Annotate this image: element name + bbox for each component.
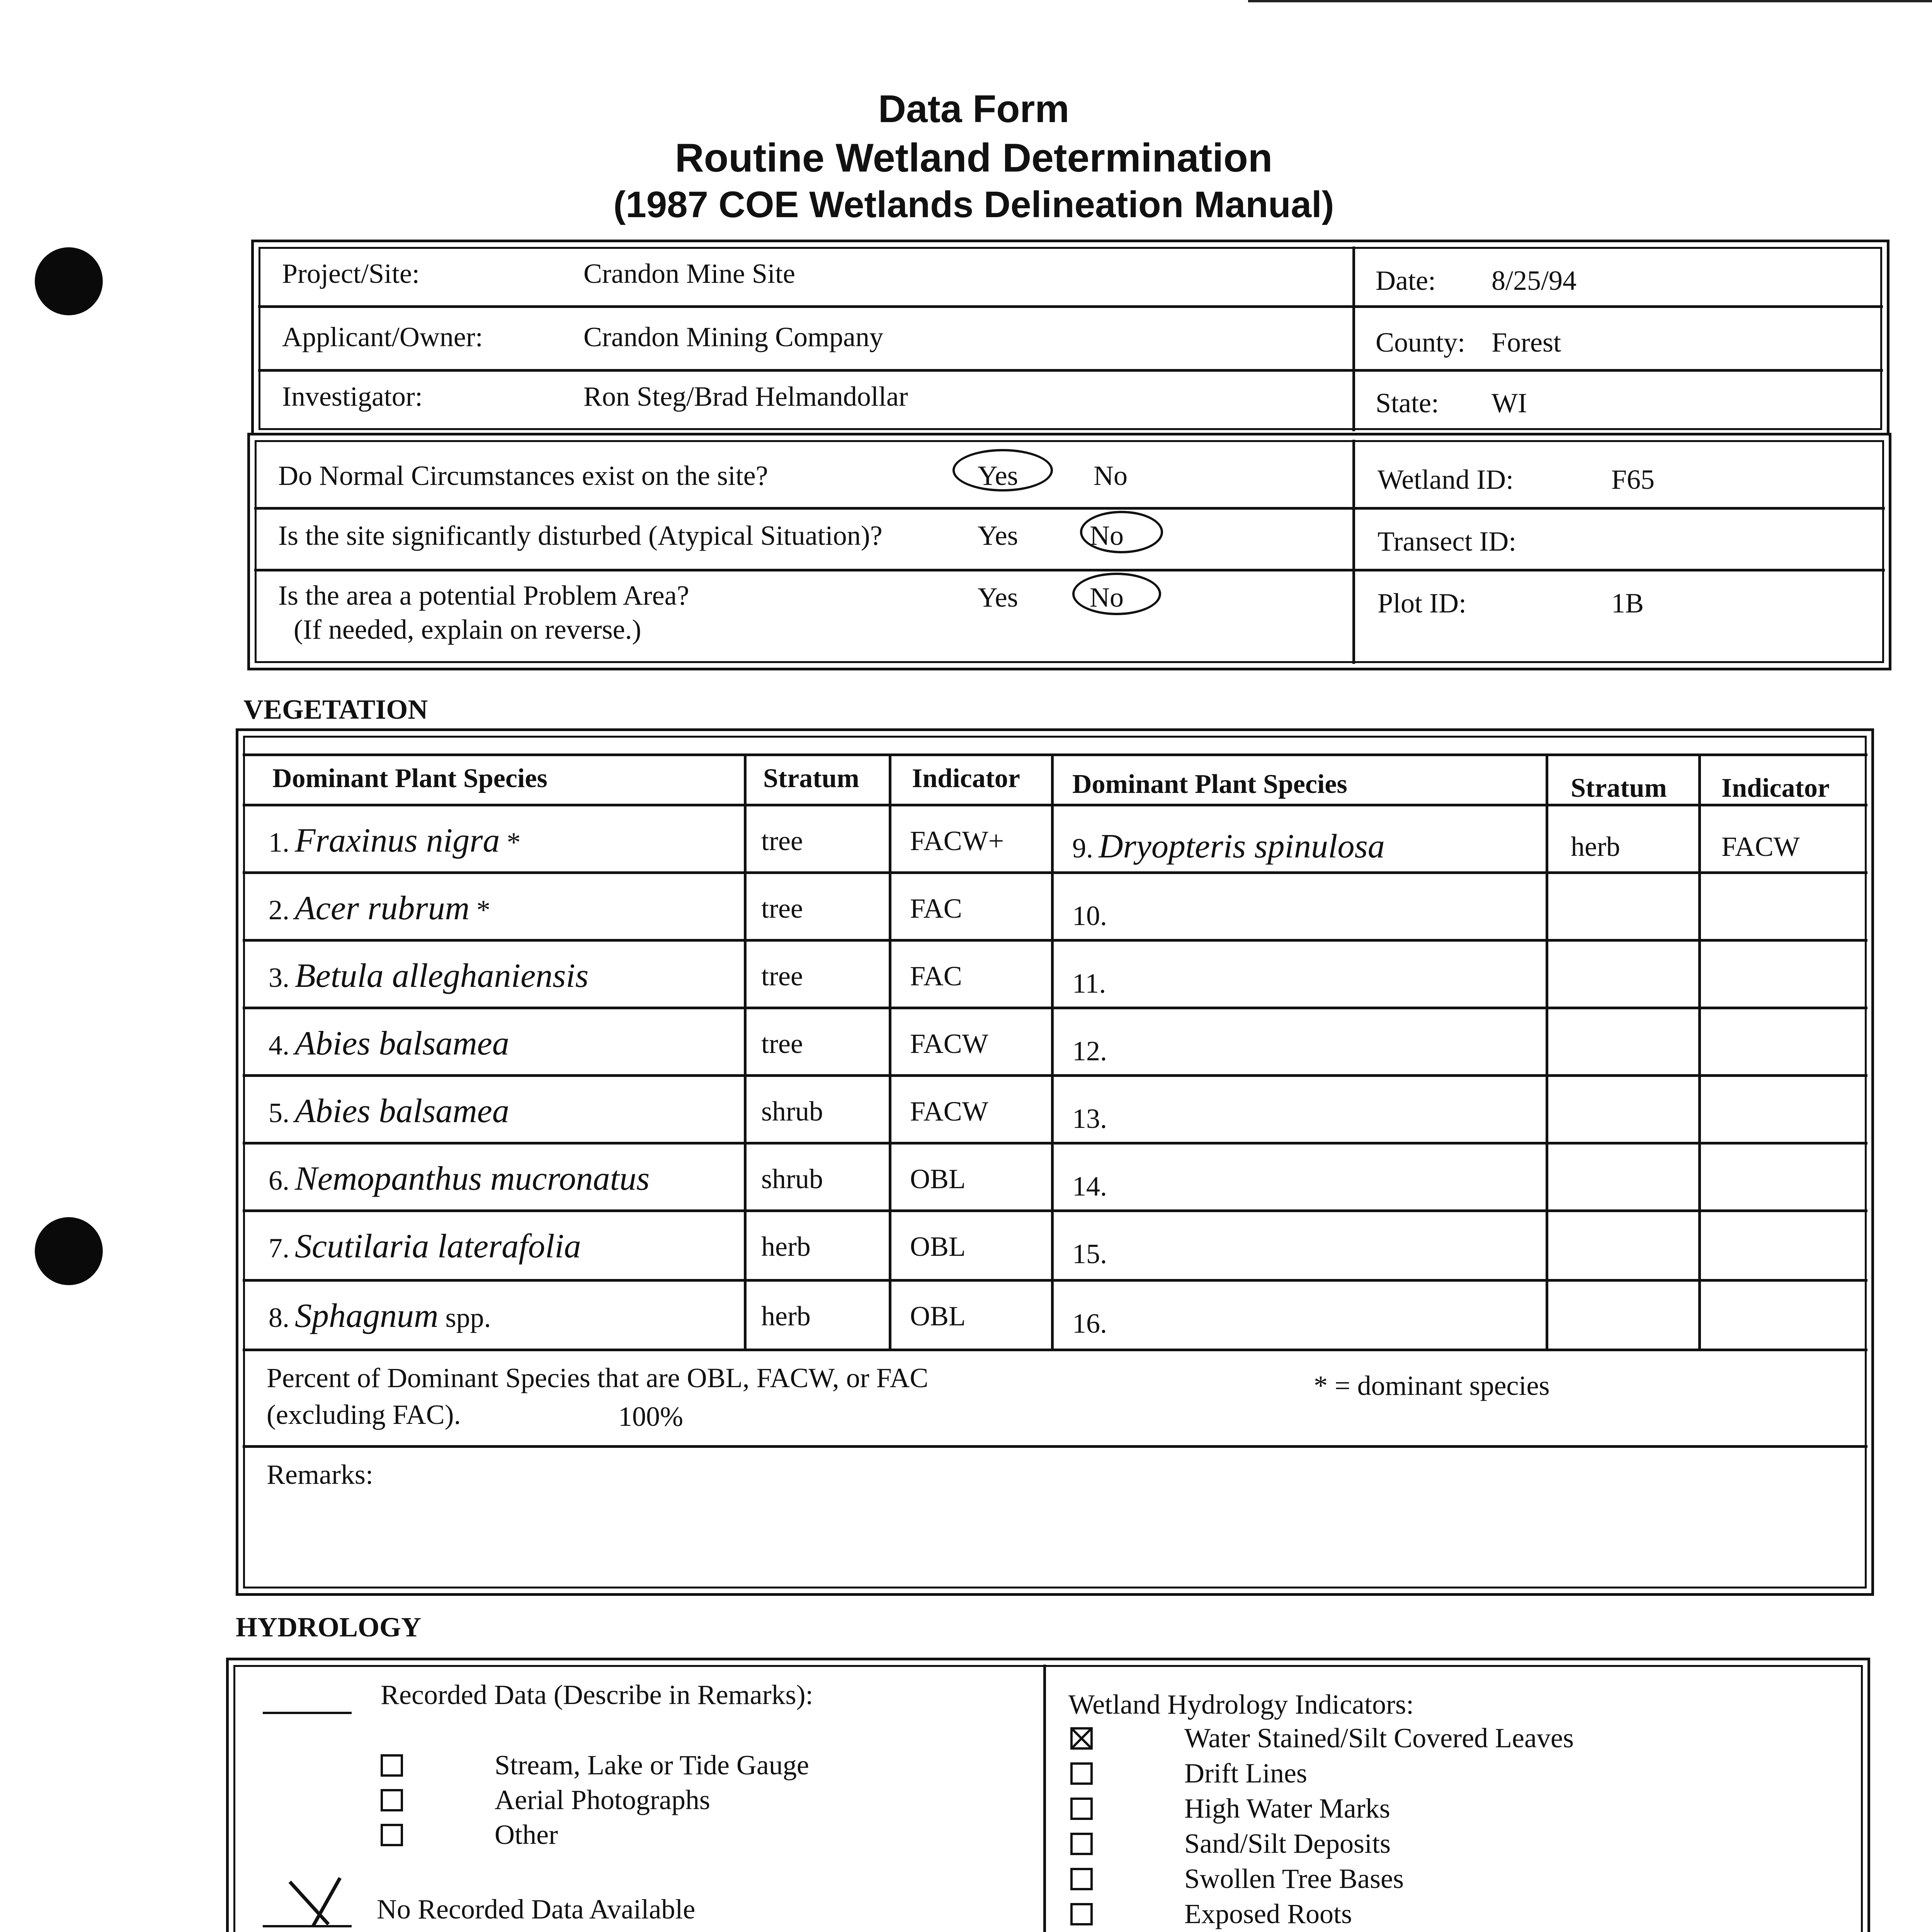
species-suffix: * — [500, 827, 521, 858]
table-column-line — [1051, 753, 1054, 1349]
species-row-right — [1072, 1165, 1112, 1204]
species-number: 3. — [269, 962, 289, 993]
hydrology-indicator-label: Swollen Tree Bases — [1184, 1863, 1404, 1894]
transect-id-label: Transect ID: — [1378, 526, 1517, 557]
column-divider — [1352, 440, 1355, 664]
row-divider — [258, 305, 1883, 308]
wetland-id-value: F65 — [1611, 464, 1655, 495]
species-row-left — [269, 956, 588, 995]
table-row-line — [243, 753, 1867, 756]
answer-circle-mark — [1080, 511, 1163, 553]
recorded-data-option: Aerial Photographs — [495, 1784, 710, 1815]
wetland-hydrology-indicators-title: Wetland Hydrology Indicators: — [1068, 1689, 1414, 1720]
top-edge-line — [1248, 0, 1932, 2]
species-name: Abies balsamea — [295, 1025, 509, 1062]
header-species-right: Dominant Plant Species — [1072, 769, 1347, 799]
investigator-label: Investigator: — [282, 381, 423, 412]
q3-no-option: No — [1090, 582, 1124, 613]
species-stratum: shrub — [761, 1163, 823, 1194]
species-indicator: OBL — [910, 1163, 966, 1194]
vegetation-remarks-label: Remarks: — [267, 1459, 373, 1490]
species-row-left — [269, 821, 520, 860]
hydrology-indicator-label: Water Stained/Silt Covered Leaves — [1184, 1723, 1574, 1753]
species-number: 2. — [269, 895, 289, 925]
q1-yes-option: Yes — [978, 460, 1018, 491]
q2-no-option: No — [1090, 520, 1124, 551]
species-row-left — [269, 1159, 650, 1198]
species-row-left — [269, 889, 490, 928]
recorded-data-checkbox[interactable] — [381, 1789, 403, 1811]
row-divider — [254, 507, 1885, 510]
table-row-line — [243, 1209, 1867, 1212]
species-number: 12. — [1072, 1036, 1107, 1066]
form-title: Data Form — [878, 87, 1070, 131]
species-suffix: * — [469, 895, 491, 925]
question-disturbed: Is the site significantly disturbed (Atypical Situation)? — [278, 520, 883, 551]
date-label: Date: — [1376, 265, 1436, 296]
species-indicator: FACW — [1721, 831, 1800, 862]
question-problem-area: Is the area a potential Problem Area? — [278, 580, 689, 611]
recorded-data-checkbox[interactable] — [381, 1824, 403, 1846]
hydrology-indicator-checkbox[interactable] — [1070, 1903, 1093, 1925]
county-label: County: — [1376, 327, 1466, 358]
table-row-line — [243, 871, 1867, 874]
binder-hole — [35, 247, 103, 315]
hydrology-indicator-label: High Water Marks — [1184, 1793, 1390, 1824]
recorded-data-checkbox[interactable] — [381, 1754, 403, 1777]
species-name: Dryopteris spinulosa — [1099, 828, 1385, 865]
species-row-right — [1072, 1097, 1112, 1136]
header-indicator-left: Indicator — [912, 764, 1020, 793]
percent-dominant-line1: Percent of Dominant Species that are OBL, FACW, or FAC — [267, 1362, 929, 1393]
species-name: Fraxinus nigra — [295, 822, 500, 859]
problem-area-note: (If needed, explain on reverse.) — [294, 614, 641, 645]
percent-dominant-value: 100% — [618, 1401, 683, 1432]
form-manual-reference: (1987 COE Wetlands Delineation Manual) — [613, 184, 1334, 225]
species-indicator: OBL — [910, 1231, 966, 1262]
species-number: 11. — [1072, 968, 1106, 999]
table-row-line — [243, 1349, 1867, 1351]
applicant-label: Applicant/Owner: — [282, 321, 483, 352]
binder-hole — [35, 1217, 103, 1285]
species-row-right — [1072, 1233, 1112, 1272]
header-species-left: Dominant Plant Species — [272, 764, 548, 793]
header-stratum-right: Stratum — [1571, 773, 1667, 803]
table-row-line — [243, 1007, 1867, 1009]
vegetation-section-title: VEGETATION — [243, 694, 428, 725]
q3-yes-option: Yes — [978, 582, 1018, 613]
species-name: Abies balsamea — [295, 1092, 509, 1130]
species-stratum: herb — [1571, 831, 1620, 862]
county-value: Forest — [1492, 327, 1561, 358]
dominant-species-note: * = dominant species — [1314, 1370, 1550, 1401]
species-number: 8. — [269, 1302, 289, 1333]
species-indicator: FACW — [910, 1028, 988, 1059]
species-number: 5. — [269, 1097, 289, 1128]
header-stratum-left: Stratum — [763, 764, 859, 793]
recorded-data-option: Other — [495, 1819, 558, 1850]
column-divider — [1352, 247, 1355, 431]
row-divider — [258, 369, 1883, 372]
answer-circle-mark — [1072, 573, 1161, 615]
table-row-line — [243, 1445, 1867, 1448]
species-indicator: OBL — [910, 1301, 966, 1332]
table-row-line — [243, 804, 1867, 806]
date-value: 8/25/94 — [1492, 265, 1577, 296]
hydrology-indicator-checkbox[interactable] — [1070, 1798, 1093, 1820]
project-site-label: Project/Site: — [282, 258, 420, 289]
form-subtitle: Routine Wetland Determination — [675, 136, 1273, 180]
column-divider — [1043, 1665, 1046, 1932]
species-stratum: herb — [761, 1231, 811, 1262]
species-number: 15. — [1072, 1238, 1107, 1269]
table-row-line — [243, 1279, 1867, 1282]
table-row-line — [243, 1074, 1867, 1077]
plot-id-value: 1B — [1611, 588, 1644, 619]
species-name: Nemopanthus mucronatus — [295, 1160, 650, 1197]
species-suffix: spp. — [438, 1302, 491, 1333]
species-row-right — [1072, 1302, 1112, 1341]
recorded-data-label: Recorded Data (Describe in Remarks): — [381, 1679, 813, 1710]
table-column-line — [1698, 753, 1701, 1349]
hydrology-indicator-label: Sand/Silt Deposits — [1184, 1828, 1391, 1859]
species-stratum: shrub — [761, 1096, 823, 1127]
species-row-right — [1072, 962, 1111, 1001]
species-number: 4. — [269, 1030, 289, 1061]
species-indicator: FACW — [910, 1096, 988, 1127]
project-info-box — [251, 240, 1889, 437]
hand-check-mark — [286, 1874, 348, 1932]
recorded-data-blank — [263, 1712, 352, 1714]
project-site-value: Crandon Mine Site — [583, 258, 795, 289]
species-number: 6. — [269, 1165, 289, 1196]
species-stratum: tree — [761, 825, 803, 856]
species-indicator: FACW+ — [910, 825, 1004, 856]
hydrology-indicator-label: Drift Lines — [1184, 1758, 1307, 1789]
state-label: State: — [1376, 388, 1439, 418]
question-normal-circumstances: Do Normal Circumstances exist on the site? — [278, 460, 768, 491]
row-divider — [254, 569, 1885, 571]
wetland-id-label: Wetland ID: — [1378, 464, 1514, 495]
state-value: WI — [1492, 388, 1527, 418]
species-stratum: herb — [761, 1301, 811, 1332]
table-column-line — [1546, 753, 1548, 1349]
species-row-right — [1072, 1030, 1112, 1069]
hydrology-indicator-label: Exposed Roots — [1184, 1898, 1352, 1929]
species-stratum: tree — [761, 961, 803, 992]
species-number: 9. — [1072, 833, 1093, 864]
percent-dominant-line2: (excluding FAC). — [267, 1399, 461, 1430]
hydrology-indicator-checkbox[interactable] — [1070, 1762, 1093, 1785]
species-row-left — [269, 1296, 491, 1335]
header-indicator-right: Indicator — [1721, 773, 1830, 803]
species-indicator: FAC — [910, 893, 962, 924]
species-indicator: FAC — [910, 961, 962, 992]
species-name: Betula alleghaniensis — [295, 957, 589, 995]
species-row-right — [1072, 827, 1385, 866]
table-row-line — [243, 939, 1867, 942]
species-name: Scutilaria laterafolia — [295, 1228, 581, 1265]
hydrology-section-title: HYDROLOGY — [236, 1612, 422, 1643]
species-stratum: tree — [761, 1028, 803, 1059]
species-number: 16. — [1072, 1308, 1107, 1339]
applicant-value: Crandon Mining Company — [583, 321, 883, 352]
table-column-line — [744, 753, 747, 1349]
recorded-data-option: Stream, Lake or Tide Gauge — [495, 1750, 809, 1781]
species-number: 13. — [1072, 1103, 1107, 1134]
species-row-left — [269, 1092, 509, 1131]
species-name: Sphagnum — [295, 1297, 439, 1335]
species-row-left — [269, 1227, 581, 1266]
species-number: 7. — [269, 1233, 289, 1264]
table-column-line — [889, 753, 891, 1349]
answer-circle-mark — [952, 449, 1053, 492]
species-number: 14. — [1072, 1171, 1107, 1202]
plot-id-label: Plot ID: — [1378, 588, 1467, 619]
no-recorded-data-label: No Recorded Data Available — [377, 1894, 696, 1925]
q2-yes-option: Yes — [978, 520, 1018, 551]
hydrology-indicator-checkbox[interactable] — [1070, 1727, 1093, 1750]
species-row-right — [1072, 895, 1112, 934]
species-row-left — [269, 1024, 509, 1063]
table-row-line — [243, 1142, 1867, 1145]
species-number: 10. — [1072, 900, 1107, 931]
investigator-value: Ron Steg/Brad Helmandollar — [583, 381, 908, 412]
q1-no-option: No — [1094, 460, 1128, 491]
hydrology-indicator-checkbox[interactable] — [1070, 1868, 1093, 1890]
species-stratum: tree — [761, 893, 803, 924]
hydrology-indicator-checkbox[interactable] — [1070, 1833, 1093, 1855]
species-name: Acer rubrum — [295, 889, 470, 927]
species-number: 1. — [269, 827, 289, 858]
